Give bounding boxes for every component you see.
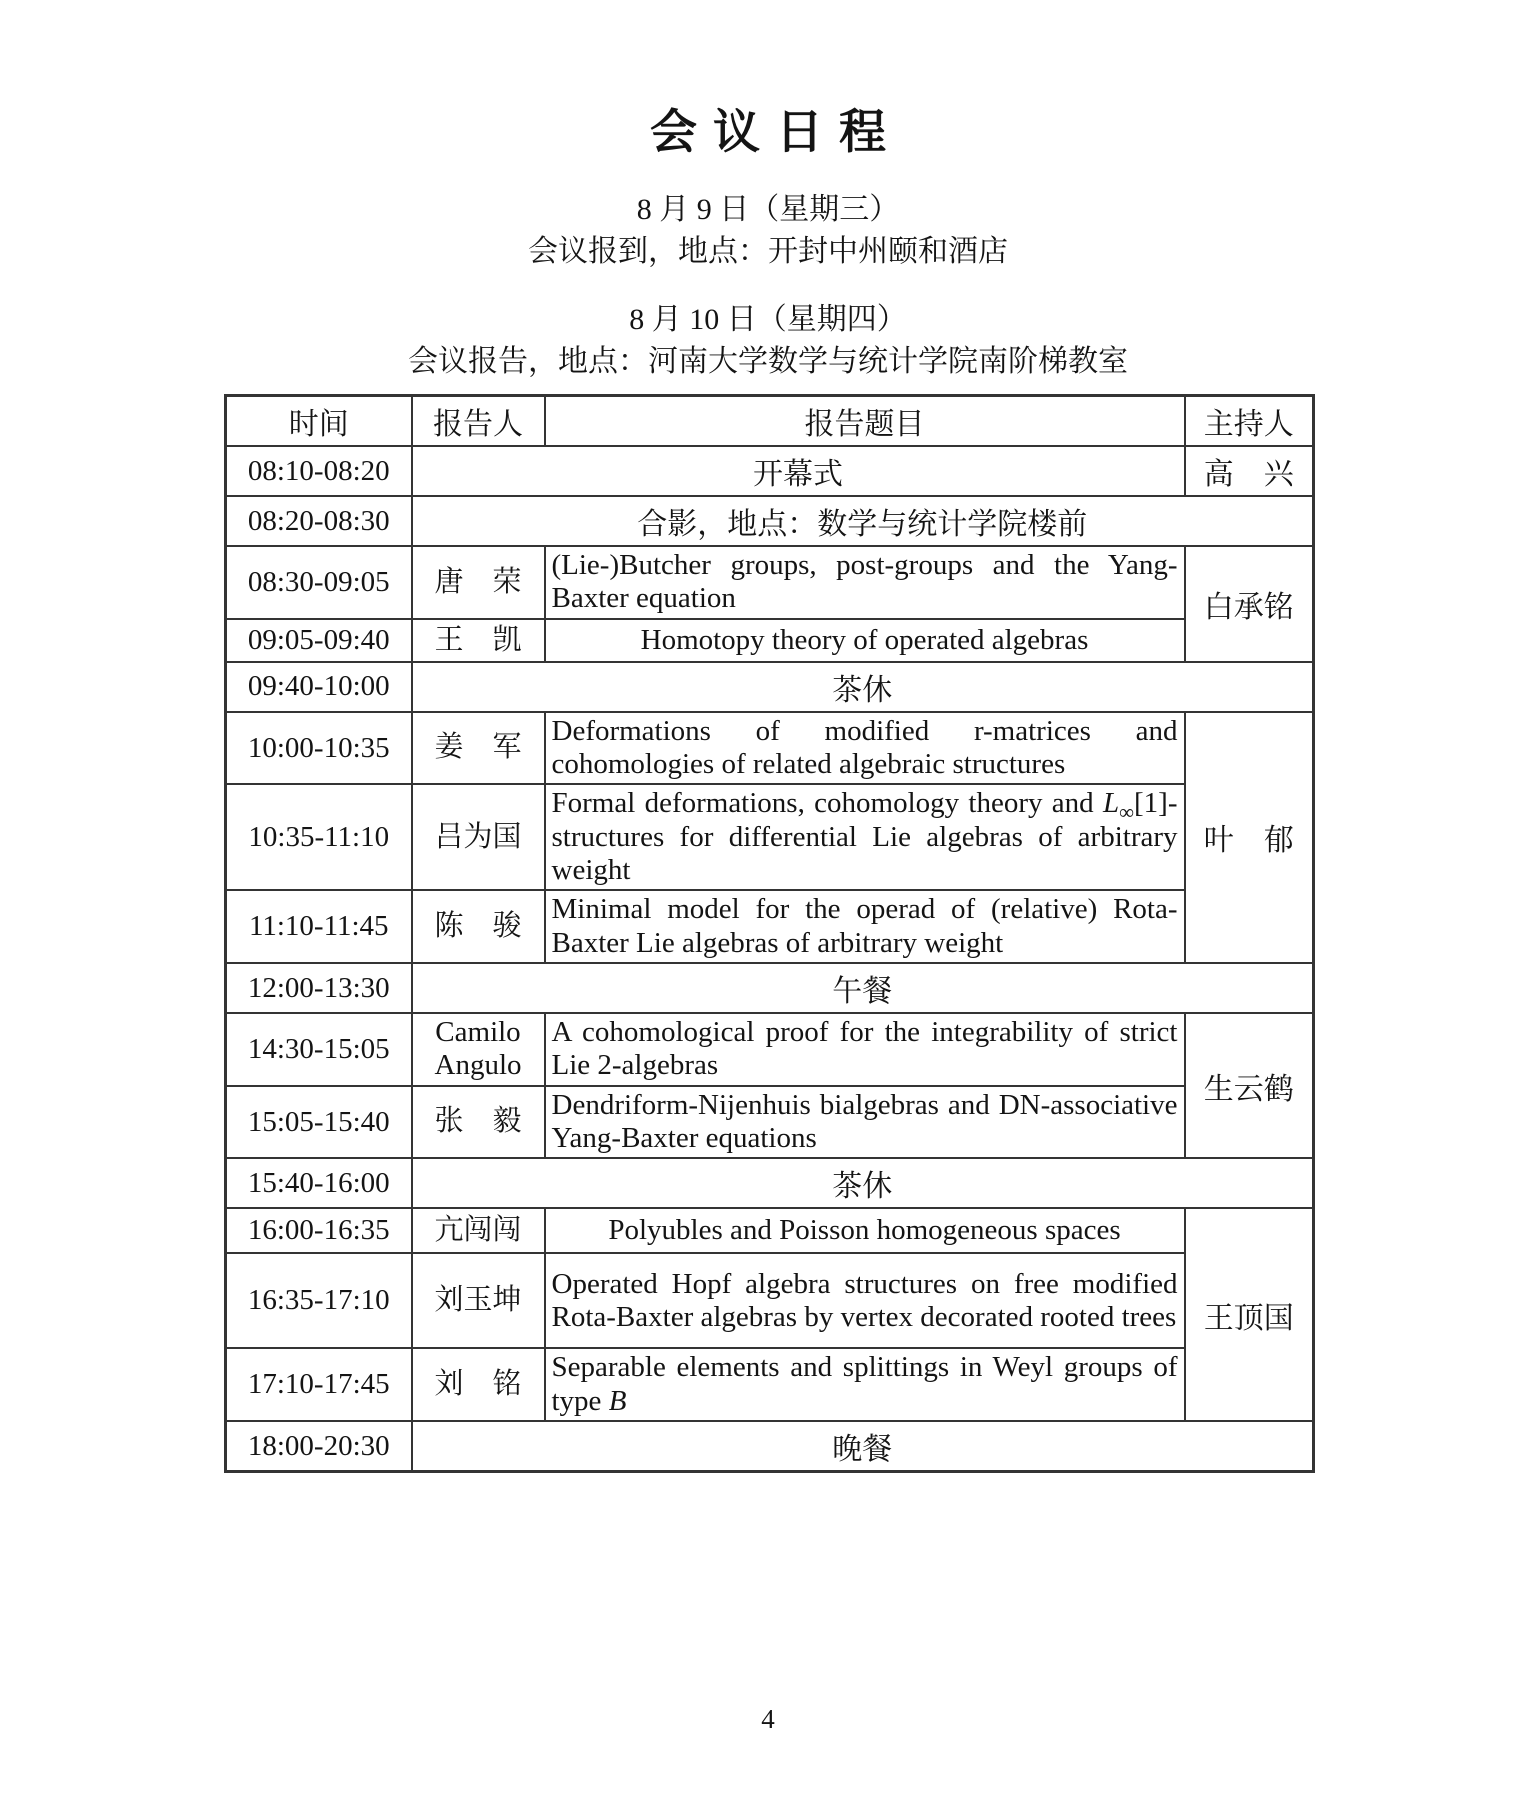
table-row [226, 712, 1314, 785]
col-header-chair: 主持人 [1185, 396, 1314, 447]
table-row [226, 1253, 1314, 1348]
time-cell: 15:40-16:00 [226, 1158, 412, 1208]
speaker-cell: 刘玉坤 [412, 1253, 545, 1348]
table-row [226, 496, 1314, 546]
table-row [226, 1208, 1314, 1253]
event-cell: 茶休 [412, 662, 1314, 712]
speaker-cell: 姜 军 [412, 712, 545, 785]
table-row [226, 1013, 1314, 1086]
time-cell: 08:20-08:30 [226, 496, 412, 546]
col-header-title: 报告题目 [545, 396, 1185, 447]
talk-title-cell [545, 784, 1185, 890]
table-header-row [226, 396, 1314, 447]
table-row [226, 1421, 1314, 1472]
table-row [226, 619, 1314, 662]
talk-title-cell: Operated Hopf algebra structures on free modified Rota-Baxter algebras by vertex decorated rooted trees [545, 1253, 1185, 1348]
page-number: 4 [761, 1704, 775, 1734]
time-cell: 15:05-15:40 [226, 1086, 412, 1159]
title-text: Separable elements and splittings in Weyl groups of type [551, 1351, 1178, 1417]
event-cell: 合影，地点：数学与统计学院楼前 [412, 496, 1314, 546]
talk-title-cell: (Lie-)Butcher groups, post-groups and the Yang-Baxter equation [545, 546, 1185, 619]
day1-date: 8 月 9 日（星期三） [636, 193, 900, 226]
math-text: ∞ [1119, 800, 1135, 825]
talk-title-cell: Dendriform-Nijenhuis bialgebras and DN-associative Yang-Baxter equations [545, 1086, 1185, 1159]
event-cell: 晚餐 [412, 1421, 1314, 1472]
col-header-time: 时间 [226, 396, 412, 447]
table-row [226, 662, 1314, 712]
event-cell: 茶休 [412, 1158, 1314, 1208]
event-cell: 午餐 [412, 963, 1314, 1013]
table-row [226, 1086, 1314, 1159]
talk-title-cell: Deformations of modified r-matrices and cohomologies of related algebraic structures [545, 712, 1185, 785]
time-cell: 10:00-10:35 [226, 712, 412, 785]
schedule-table [224, 394, 1315, 1473]
speaker-cell: 亢闯闯 [412, 1208, 545, 1253]
speaker-cell: Camilo Angulo [412, 1013, 545, 1086]
day2-location: 会议报告，地点：河南大学数学与统计学院南阶梯教室 [408, 345, 1128, 378]
time-cell: 16:35-17:10 [226, 1253, 412, 1348]
time-cell: 08:30-09:05 [226, 546, 412, 619]
chair-cell: 生云鹤 [1185, 1013, 1314, 1158]
table-row [226, 784, 1314, 890]
page-title: 会议日程 [650, 107, 902, 160]
chair-cell: 叶 郁 [1185, 712, 1314, 963]
speaker-cell: 唐 荣 [412, 546, 545, 619]
time-cell: 17:10-17:45 [226, 1348, 412, 1421]
time-cell: 18:00-20:30 [226, 1421, 412, 1472]
table-row [226, 1158, 1314, 1208]
time-cell: 10:35-11:10 [226, 784, 412, 890]
speaker-cell: 张 毅 [412, 1086, 545, 1159]
table-row [226, 890, 1314, 963]
table-row [226, 963, 1314, 1013]
chair-cell: 白承铭 [1185, 546, 1314, 662]
talk-title-cell: Polyubles and Poisson homogeneous spaces [545, 1208, 1185, 1253]
title-text: [1]-structures for differential Lie algebras of arbitrary weight [551, 787, 1178, 887]
table-row [226, 1348, 1314, 1421]
col-header-speaker: 报告人 [412, 396, 545, 447]
time-cell: 08:10-08:20 [226, 446, 412, 496]
table-row [226, 446, 1314, 496]
math-text: B [608, 1384, 627, 1417]
time-cell: 14:30-15:05 [226, 1013, 412, 1086]
day2-date: 8 月 10 日（星期四） [629, 303, 907, 336]
title-text: Formal deformations, cohomology theory and [551, 787, 1103, 820]
talk-title-cell [545, 1348, 1185, 1421]
time-cell: 16:00-16:35 [226, 1208, 412, 1253]
talk-title-cell: Homotopy theory of operated algebras [545, 619, 1185, 662]
speaker-cell: 刘 铭 [412, 1348, 545, 1421]
talk-title-cell: A cohomological proof for the integrability of strict Lie 2-algebras [545, 1013, 1185, 1086]
speaker-cell: 吕为国 [412, 784, 545, 890]
time-cell: 11:10-11:45 [226, 890, 412, 963]
day1-location: 会议报到，地点：开封中州颐和酒店 [528, 235, 1008, 268]
time-cell: 12:00-13:30 [226, 963, 412, 1013]
time-cell: 09:05-09:40 [226, 619, 412, 662]
table-row [226, 546, 1314, 619]
event-cell: 开幕式 [412, 446, 1185, 496]
chair-cell: 王顶国 [1185, 1208, 1314, 1421]
math-text: L [1102, 787, 1120, 820]
talk-title-cell: Minimal model for the operad of (relative) Rota-Baxter Lie algebras of arbitrary weight [545, 890, 1185, 963]
speaker-cell: 陈 骏 [412, 890, 545, 963]
time-cell: 09:40-10:00 [226, 662, 412, 712]
chair-cell: 高 兴 [1185, 446, 1314, 496]
speaker-cell: 王 凯 [412, 619, 545, 662]
